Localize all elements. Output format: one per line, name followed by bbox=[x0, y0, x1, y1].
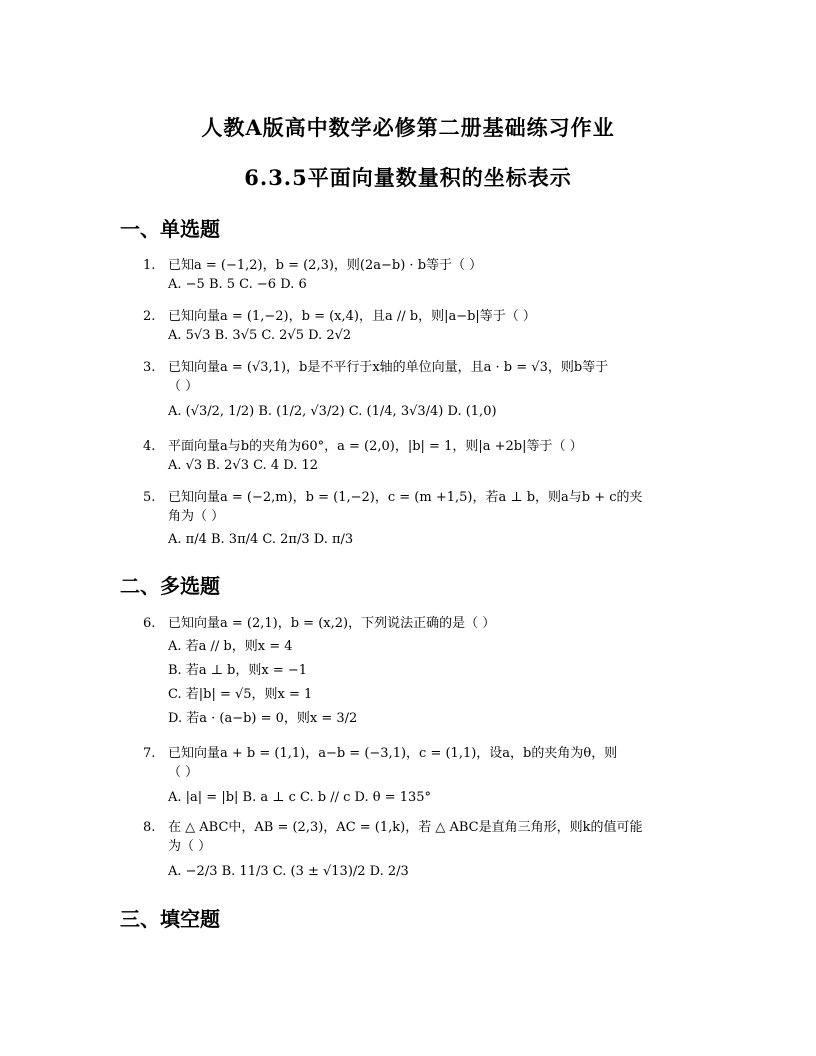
question-2 bbox=[143, 307, 703, 346]
question-text-continued: 为（ ） bbox=[168, 839, 212, 854]
question-number: 1. bbox=[143, 258, 156, 273]
question-text: 已知a = (−1,2)，b = (2,3)，则(2a−b) · b等于（ ） bbox=[168, 258, 483, 273]
option-a: A. 若a // b，则x = 4 bbox=[168, 639, 293, 654]
question-text: 已知向量a = (√3,1)，b是不平行于x轴的单位向量，且a · b = √3，则b等于 bbox=[168, 360, 609, 375]
question-options: A. (√3/2, 1/2) B. (1/2, √3/2) C. (1/4, 3√3/4) D. (1,0) bbox=[168, 404, 497, 419]
question-number: 3. bbox=[143, 360, 156, 375]
question-options: A. π/4 B. 3π/4 C. 2π/3 D. π/3 bbox=[168, 532, 354, 547]
question-1 bbox=[143, 256, 703, 295]
question-text: 已知向量a = (1,−2)，b = (x,4)，且a // b，则|a−b|等于（ ） bbox=[168, 309, 536, 324]
question-7 bbox=[143, 744, 703, 808]
question-number: 8. bbox=[143, 820, 156, 835]
question-5 bbox=[143, 488, 703, 550]
question-number: 2. bbox=[143, 309, 156, 324]
question-options: A. 5√3 B. 3√5 C. 2√5 D. 2√2 bbox=[168, 328, 352, 343]
question-number: 7. bbox=[143, 746, 156, 761]
question-number: 5. bbox=[143, 490, 156, 505]
question-text: 已知向量a = (2,1)，b = (x,2)，下列说法正确的是（ ） bbox=[168, 616, 496, 631]
question-text: 已知向量a = (−2,m)，b = (1,−2)，c = (m +1,5)，若a ⊥ b，则a与b + c的夹 bbox=[168, 490, 643, 505]
question-number: 6. bbox=[143, 616, 156, 631]
question-text-continued: （ ） bbox=[168, 765, 199, 780]
question-number: 4. bbox=[143, 439, 156, 454]
question-options: A. |a| = |b| B. a ⊥ c C. b // c D. θ = 135° bbox=[168, 790, 432, 805]
section-heading-single-choice: 一、单选题 bbox=[120, 217, 220, 241]
question-options: A. √3 B. 2√3 C. 4 D. 12 bbox=[168, 458, 319, 473]
question-text-continued: 角为（ ） bbox=[168, 509, 225, 524]
section-heading-fill-in: 三、填空题 bbox=[120, 907, 220, 931]
question-8 bbox=[143, 818, 703, 882]
question-6 bbox=[143, 614, 703, 731]
section-heading-multiple-choice: 二、多选题 bbox=[120, 574, 220, 598]
lesson-title: 6.3.5平面向量数量积的坐标表示 bbox=[244, 165, 572, 190]
question-text: 平面向量a与b的夹角为60°，a = (2,0)，|b| = 1，则|a +2b|等于（ ） bbox=[168, 439, 583, 454]
question-text: 在 △ ABC中，AB = (2,3)，AC = (1,k)，若 △ ABC是直角三角形，则k的值可能 bbox=[168, 820, 643, 835]
option-b: B. 若a ⊥ b，则x = −1 bbox=[168, 663, 308, 678]
question-options: A. −5 B. 5 C. −6 D. 6 bbox=[168, 277, 307, 292]
option-d: D. 若a · (a−b) = 0，则x = 3/2 bbox=[168, 711, 358, 726]
question-text: 已知向量a + b = (1,1)，a−b = (−3,1)，c = (1,1)，设a，b的夹角为θ，则 bbox=[168, 746, 618, 761]
question-options: A. −2/3 B. 11/3 C. (3 ± √13)/2 D. 2/3 bbox=[168, 864, 409, 879]
question-4 bbox=[143, 437, 703, 476]
document-title: 人教A版高中数学必修第二册基础练习作业 bbox=[201, 115, 615, 140]
question-3 bbox=[143, 358, 703, 422]
option-c: C. 若|b| = √5，则x = 1 bbox=[168, 687, 313, 702]
question-text-continued: （ ） bbox=[168, 379, 199, 394]
